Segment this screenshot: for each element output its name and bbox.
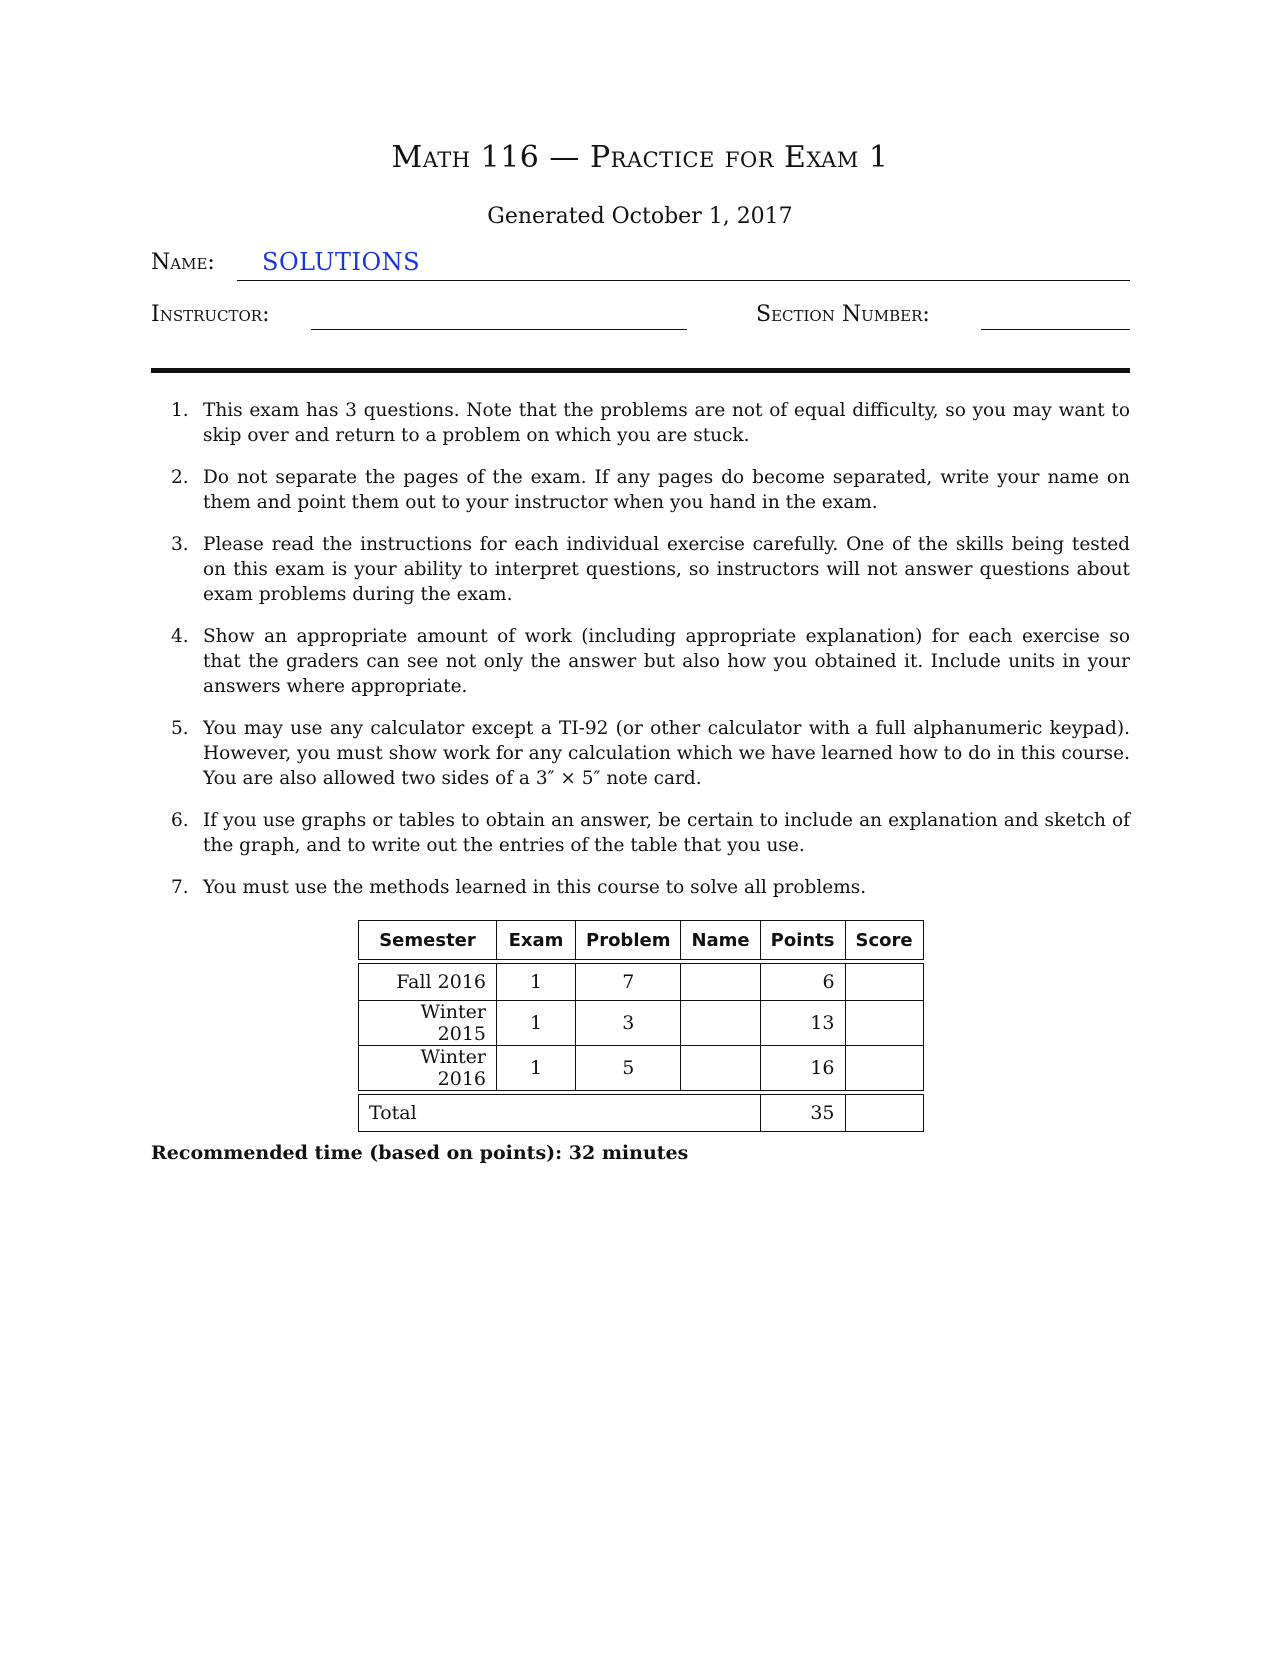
header-score: Score: [845, 921, 923, 960]
table-row: [359, 964, 924, 1001]
cell-exam: 1: [497, 1001, 576, 1046]
cell-score[interactable]: [845, 1001, 923, 1046]
header-semester: Semester: [359, 921, 497, 960]
cell-points: 6: [760, 964, 845, 1001]
header-name: Name: [681, 921, 760, 960]
total-score[interactable]: [845, 1095, 923, 1132]
table-row: [359, 1001, 924, 1046]
cell-score[interactable]: [845, 1046, 923, 1091]
recommended-time: Recommended time (based on points): 32 minutes: [151, 1142, 689, 1164]
cell-exam: 1: [497, 964, 576, 1001]
score-table: [358, 920, 924, 1132]
table-header-row: [359, 921, 924, 960]
generated-date: Generated October 1, 2017: [487, 204, 793, 229]
list-item: 5. You may use any calculator except a TI-92 (or other calculator with a full alphanumeric keypad). However, you must show work for any calculation which we have learned how to do in this course. You are also allowed two sides of a 3″ × 5″ note card.: [171, 718, 1130, 789]
cell-points: 16: [760, 1046, 845, 1091]
page-title: Math 116 — Practice for Exam 1: [391, 140, 889, 175]
list-item: 4. Show an appropriate amount of work (including appropriate explanation) for each exercise so that the graders can see not only the answer but also how you obtained it. Include units in your answers where appropriate.: [171, 626, 1130, 697]
instructor-blank-line: [311, 329, 687, 330]
list-item: 6. If you use graphs or tables to obtain an answer, be certain to include an explanation and sketch of the graph, and to write out the entries of the table that you use.: [171, 810, 1130, 856]
name-label: Name:: [151, 250, 215, 275]
cell-semester: Winter 2016: [359, 1046, 497, 1091]
header-exam: Exam: [497, 921, 576, 960]
cell-problem: 5: [576, 1046, 681, 1091]
cell-points: 13: [760, 1001, 845, 1046]
header-problem: Problem: [576, 921, 681, 960]
instructor-section-row: [151, 302, 1130, 334]
cell-score[interactable]: [845, 964, 923, 1001]
cell-semester: Winter 2015: [359, 1001, 497, 1046]
cell-problem: 3: [576, 1001, 681, 1046]
cell-problem: 7: [576, 964, 681, 1001]
total-points: 35: [760, 1095, 845, 1132]
name-value: SOLUTIONS: [262, 248, 421, 276]
total-row: [359, 1095, 924, 1132]
cell-exam: 1: [497, 1046, 576, 1091]
header-points: Points: [760, 921, 845, 960]
cell-name: [681, 1001, 760, 1046]
name-blank-line: [237, 280, 1130, 281]
list-item: 1. This exam has 3 questions. Note that the problems are not of equal difficulty, so you may want to skip over and return to a problem on which you are stuck.: [171, 400, 1130, 446]
list-item: 2. Do not separate the pages of the exam. If any pages do become separated, write your name on them and point them out to your instructor when you hand in the exam.: [171, 467, 1130, 513]
cell-semester: Fall 2016: [359, 964, 497, 1001]
list-item: 7. You must use the methods learned in this course to solve all problems.: [171, 877, 867, 898]
divider-rule: [151, 368, 1130, 373]
cell-name: [681, 964, 760, 1001]
table-row: [359, 1046, 924, 1091]
total-label: Total: [359, 1095, 761, 1132]
section-number-blank-line: [981, 329, 1130, 330]
section-number-label: Section Number:: [756, 302, 930, 327]
instructor-label: Instructor:: [151, 302, 270, 327]
instructions-list: [171, 398, 1130, 917]
list-item: 3. Please read the instructions for each individual exercise carefully. One of the skills being tested on this exam is your ability to interpret questions, so instructors will not answer questions about exam problems during the exam.: [171, 534, 1130, 605]
name-field: [151, 250, 1130, 282]
cell-name: [681, 1046, 760, 1091]
